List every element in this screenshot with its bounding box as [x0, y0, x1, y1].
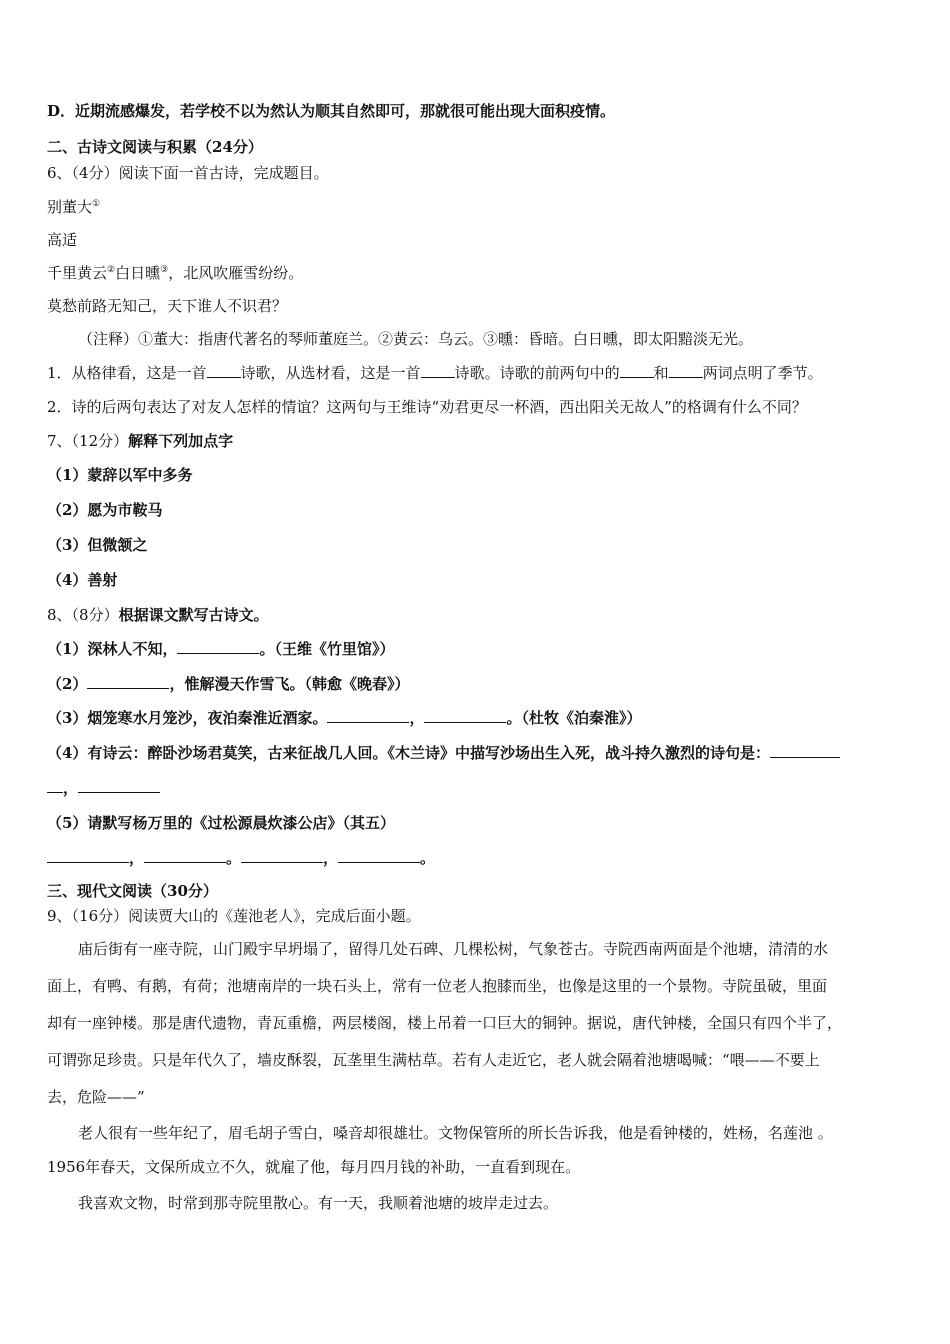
answer-blank[interactable]: [47, 848, 129, 863]
para1-line: 庙后街有一座寺院，山门殿宇早坍塌了，留得几处石碑、几棵松树，气象苍古。寺院西南两面是个池塘，清清的水: [78, 940, 829, 958]
q8-item-5: （5）请默写杨万里的《过松源晨炊漆公店》（其五）: [47, 814, 395, 832]
answer-blank[interactable]: [177, 639, 259, 654]
q8-item-5-blanks: ， 。 ， 。: [47, 847, 435, 869]
answer-blank[interactable]: [241, 848, 323, 863]
poem-line-1: 千里黄云②白日曛③，北风吹雁雪纷纷。: [47, 264, 304, 282]
answer-blank[interactable]: [424, 708, 506, 723]
q8-item-4-cont: ，: [47, 777, 160, 799]
poem-title: 别董大①: [47, 198, 101, 216]
answer-blank[interactable]: [87, 674, 169, 689]
section-heading-3: 三、现代文阅读（30分）: [47, 882, 218, 900]
q9-stem: 9、（16分）阅读贾大山的《莲池老人》，完成后面小题。: [47, 907, 421, 925]
answer-blank[interactable]: [78, 778, 160, 793]
para1-line: 却有一座钟楼。那是唐代遗物，青瓦重檐，两层楼阁，楼上吊着一口巨大的铜钟。据说，唐代钟楼，全国只有四个半了，: [47, 1014, 843, 1032]
answer-blank[interactable]: [47, 778, 63, 793]
q6-stem: 6、（4分）阅读下面一首古诗，完成题目。: [47, 164, 329, 182]
q7-item: （1）蒙辞以军中多务: [47, 466, 193, 484]
para1-line: 可谓弥足珍贵。只是年代久了，墙皮酥裂，瓦垄里生满枯草。若有人走近它，老人就会隔着池塘喝喊：“喂——不要上: [47, 1051, 820, 1069]
option-d: D．近期流感爆发，若学校不以为然认为顺其自然即可，那就很可能出现大面积疫情。: [47, 102, 616, 120]
q8-item-1: （1）深林人不知， 。（王维《竹里馆》）: [47, 640, 395, 658]
poem-line-2: 莫愁前路无知己，天下谁人不识君？: [47, 297, 288, 315]
para1-line: 面上，有鸭、有鹅，有荷；池塘南岸的一块石头上，常有一位老人抱膝而坐，也像是这里的一个景物。寺院虽破，里面: [47, 977, 828, 995]
q7-item: （4）善射: [47, 571, 118, 589]
para2-line: 老人很有一些年纪了，眉毛胡子雪白，嗓音却很雄壮。文物保管所的所长告诉我，他是看钟楼的，姓杨，名莲池 。: [78, 1124, 833, 1142]
q8-item-4: （4）有诗云：醉卧沙场君莫笑，古来征战几人回。《木兰诗》中描写沙场出生入死，战斗持久激烈的诗句是：: [47, 742, 840, 764]
answer-blank[interactable]: [770, 743, 840, 758]
answer-blank[interactable]: [144, 848, 226, 863]
section-heading-2: 二、古诗文阅读与积累（24分）: [47, 138, 263, 156]
q7-item: （2）愿为市鞍马: [47, 501, 163, 519]
q8-item-2: （2） ，惟解漫天作雪飞。（韩愈《晚春》）: [47, 675, 410, 693]
para3-line: 我喜欢文物，时常到那寺院里散心。有一天，我顺着池塘的坡岸走过去。: [78, 1194, 559, 1212]
para1-line: 去，危险——”: [47, 1088, 145, 1106]
answer-blank[interactable]: [327, 708, 409, 723]
poem-notes: （注释）①董大：指唐代著名的琴师董庭兰。②黄云：乌云。③曛：昏暗。白日曛，即太阳黯淡无光。: [78, 330, 754, 348]
answer-blank[interactable]: [338, 848, 420, 863]
q7-item: （3）但微颔之: [47, 536, 148, 554]
poem-author: 高适: [47, 231, 78, 249]
q6-sub1: 1．从格律看，这是一首 诗歌，从选材看，这是一首 诗歌。诗歌的前两句中的 和 两词点明了季节。: [47, 364, 823, 382]
q8-stem: 8、（8分）根据课文默写古诗文。: [47, 606, 269, 624]
para2-line: 1956年春天，文保所成立不久，就雇了他，每月四月钱的补助，一直看到现在。: [47, 1158, 581, 1176]
q7-stem: 7、（12分）解释下列加点字: [47, 432, 234, 450]
q8-item-3: （3）烟笼寒水月笼沙，夜泊秦淮近酒家。 ， 。（杜牧《泊秦淮》）: [47, 709, 642, 727]
q6-sub2: 2．诗的后两句表达了对友人怎样的情谊？这两句与王维诗“劝君更尽一杯酒，西出阳关无故人”的格调有什么不同？: [47, 398, 807, 416]
